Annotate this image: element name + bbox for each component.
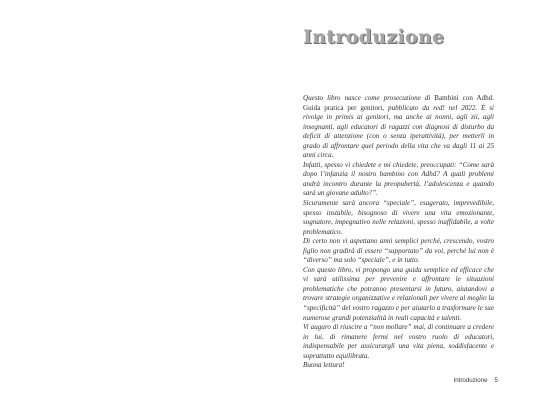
page-number: 5 [494, 377, 498, 384]
paragraph-text: Infatti, spesso vi chiedete e mi chiedete, preoccupati: “Come sarà dopo l’infanzia il nostro bambino con Adhd? A quali problemi andrà incontro durante la preopubertà, l’adolescenza e quando sarà un giovane adulto?”. [303, 160, 494, 198]
paragraph [303, 266, 494, 323]
paragraph-text: Vi auguro di riuscire a “non mollare” mai, di continuare a credere in lui, di rimanere fermi nel vostro ruolo di educatori, indispensabile per assicurargli una vita piena, soddisfacente e soprattutto equilibrata. [303, 323, 494, 360]
running-head: Introduzione [453, 377, 488, 384]
paragraph [303, 323, 494, 361]
paragraph-text: Con questo libro, vi propongo una guida semplice ed efficace che vi sarà utilissima per prevenire e affrontare le situazioni problematiche che potranno presentarsi in futuro, aiutandovi a trovare strategie organizzative e relazionali per vivere al meglio la “specificità” del vostro ragazzo e per aiutarlo a trasformare le sue numerose grandi potenzialità in reali capacità e talenti. [303, 265, 494, 322]
paragraph [303, 237, 494, 266]
paragraph [303, 361, 494, 371]
paragraph-text: Sicuramente sarà ancora “speciale”, esagerato, imprevedibile, spesso instabile, bisognoso di vivere una vita emozionante, sognatore, impegnativo nelle relazioni, spesso inaffidabile, a volte problematico. [303, 199, 494, 236]
body-text [303, 94, 494, 371]
paragraph-text: Questo libro nasce come prosecuzione di [303, 94, 435, 102]
paragraph [303, 94, 494, 161]
book-title-reference: Bambini con Adhd. Guida pratica per genitori [303, 94, 495, 112]
paragraph [303, 161, 494, 199]
paragraph-text: , pubblicato da red! nel 2022. È si rivolge in primis ai genitori, ma anche ai nonni, agli zii, agli insegnanti, agli educatori di ragazzi con diagnosi di disturbo da deficit di attenzione (con o senza iperattività), per metterli in grado di affrontare quel periodo della vita che va dagli 11 ai 25 anni circa. [303, 103, 494, 160]
chapter-title: Introduzione [303, 26, 445, 48]
page-footer [453, 377, 498, 384]
paragraph-text: Buona lettura! [303, 361, 345, 370]
paragraph [303, 199, 494, 237]
paragraph-text: Di certo non vi aspettano anni semplici perché, crescendo, vostro figlio non gradirà di essere “supportato” da voi, perché lui non è “diverso” ma solo “speciale”, e in tutto. [303, 237, 494, 265]
